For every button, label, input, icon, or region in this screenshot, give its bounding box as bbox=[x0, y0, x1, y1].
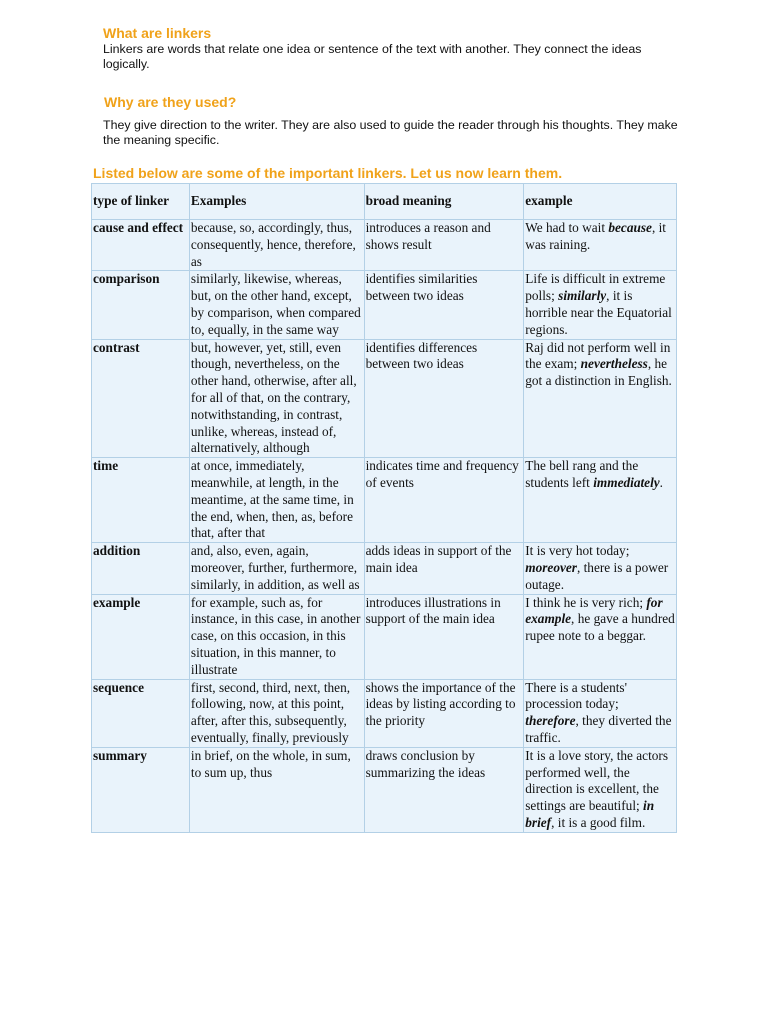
linker-type: summary bbox=[92, 747, 190, 832]
table-row bbox=[92, 594, 677, 679]
linker-examples: but, however, yet, still, even though, nevertheless, on the other hand, otherwise, after all, for all of that, on the contrary, notwithstanding, in contrast, unlike, whereas, instead of, alternatively, although bbox=[189, 339, 364, 458]
linker-meaning: identifies differences between two ideas bbox=[364, 339, 524, 458]
linker-example-sentence: Life is difficult in extreme polls; similarly, it is horrible near the Equatorial regions. bbox=[524, 271, 677, 339]
heading-what-are-linkers: What are linkers bbox=[103, 25, 212, 41]
highlighted-linker: therefore bbox=[525, 713, 576, 729]
linker-examples: at once, immediately, meanwhile, at length, in the meantime, at the same time, in the end, when, then, as, before that, after that bbox=[189, 458, 364, 543]
table-row bbox=[92, 220, 677, 271]
header-examples: Examples bbox=[189, 184, 364, 220]
header-broad-meaning: broad meaning bbox=[364, 184, 524, 220]
linker-examples: similarly, likewise, whereas, but, on the other hand, except, by comparison, when compared to, equally, in the same way bbox=[189, 271, 364, 339]
linker-type: time bbox=[92, 458, 190, 543]
linker-example-sentence: There is a students' procession today; therefore, they diverted the traffic. bbox=[524, 679, 677, 747]
linker-meaning: identifies similarities between two ideas bbox=[364, 271, 524, 339]
linker-examples: for example, such as, for instance, in this case, in another case, on this occasion, in this situation, in this manner, to illustrate bbox=[189, 594, 364, 679]
linker-examples: because, so, accordingly, thus, consequently, hence, therefore, as bbox=[189, 220, 364, 271]
table-row bbox=[92, 543, 677, 594]
linker-meaning: adds ideas in support of the main idea bbox=[364, 543, 524, 594]
table-row bbox=[92, 747, 677, 832]
linker-meaning: introduces illustrations in support of the main idea bbox=[364, 594, 524, 679]
header-example: example bbox=[524, 184, 677, 220]
highlighted-linker: in brief bbox=[525, 798, 655, 830]
linker-example-sentence: The bell rang and the students left immediately. bbox=[524, 458, 677, 543]
linker-example-sentence: Raj did not perform well in the exam; nevertheless, he got a distinction in English. bbox=[524, 339, 677, 458]
linker-examples: first, second, third, next, then, following, now, at this point, after, after this, subsequently, eventually, finally, previously bbox=[189, 679, 364, 747]
header-type: type of linker bbox=[92, 184, 190, 220]
linker-type: contrast bbox=[92, 339, 190, 458]
table-row bbox=[92, 271, 677, 339]
highlighted-linker: for example bbox=[525, 594, 663, 627]
linker-type: addition bbox=[92, 543, 190, 594]
linker-example-sentence: We had to wait because, it was raining. bbox=[524, 220, 677, 271]
highlighted-linker: similarly bbox=[558, 288, 607, 304]
highlighted-linker: moreover bbox=[525, 559, 577, 575]
table-row bbox=[92, 679, 677, 747]
highlighted-linker: immediately bbox=[593, 474, 660, 490]
highlighted-linker: because bbox=[608, 220, 652, 235]
linker-example-sentence: It is a love story, the actors performed well, the direction is excellent, the settings are beautiful; in brief, it is a good film. bbox=[524, 747, 677, 832]
heading-why-used: Why are they used? bbox=[104, 94, 237, 110]
linker-type: sequence bbox=[92, 679, 190, 747]
purpose-paragraph: They give direction to the writer. They are also used to guide the reader through his thoughts. They make the meaning specific. bbox=[103, 118, 678, 147]
linker-meaning: shows the importance of the ideas by listing according to the priority bbox=[364, 679, 524, 747]
linker-meaning: introduces a reason and shows result bbox=[364, 220, 524, 271]
linker-meaning: draws conclusion by summarizing the ideas bbox=[364, 747, 524, 832]
table-intro-heading: Listed below are some of the important linkers. Let us now learn them. bbox=[93, 165, 563, 181]
table-row bbox=[92, 458, 677, 543]
linker-example-sentence: I think he is very rich; for example, he gave a hundred rupee note to a beggar. bbox=[524, 594, 677, 679]
linker-meaning: indicates time and frequency of events bbox=[364, 458, 524, 543]
linker-type: cause and effect bbox=[92, 220, 190, 271]
linker-type: comparison bbox=[92, 271, 190, 339]
table-header-row bbox=[92, 184, 677, 220]
definition-paragraph: Linkers are words that relate one idea or sentence of the text with another. They connect the ideas logically. bbox=[103, 42, 642, 71]
highlighted-linker: nevertheless bbox=[580, 356, 648, 372]
linkers-table bbox=[91, 183, 677, 833]
linker-example-sentence: It is very hot today; moreover, there is a power outage. bbox=[524, 543, 677, 594]
linker-examples: in brief, on the whole, in sum, to sum up, thus bbox=[189, 747, 364, 832]
table-row bbox=[92, 339, 677, 458]
linker-type: example bbox=[92, 594, 190, 679]
linker-examples: and, also, even, again, moreover, further, furthermore, similarly, in addition, as well as bbox=[189, 543, 364, 594]
